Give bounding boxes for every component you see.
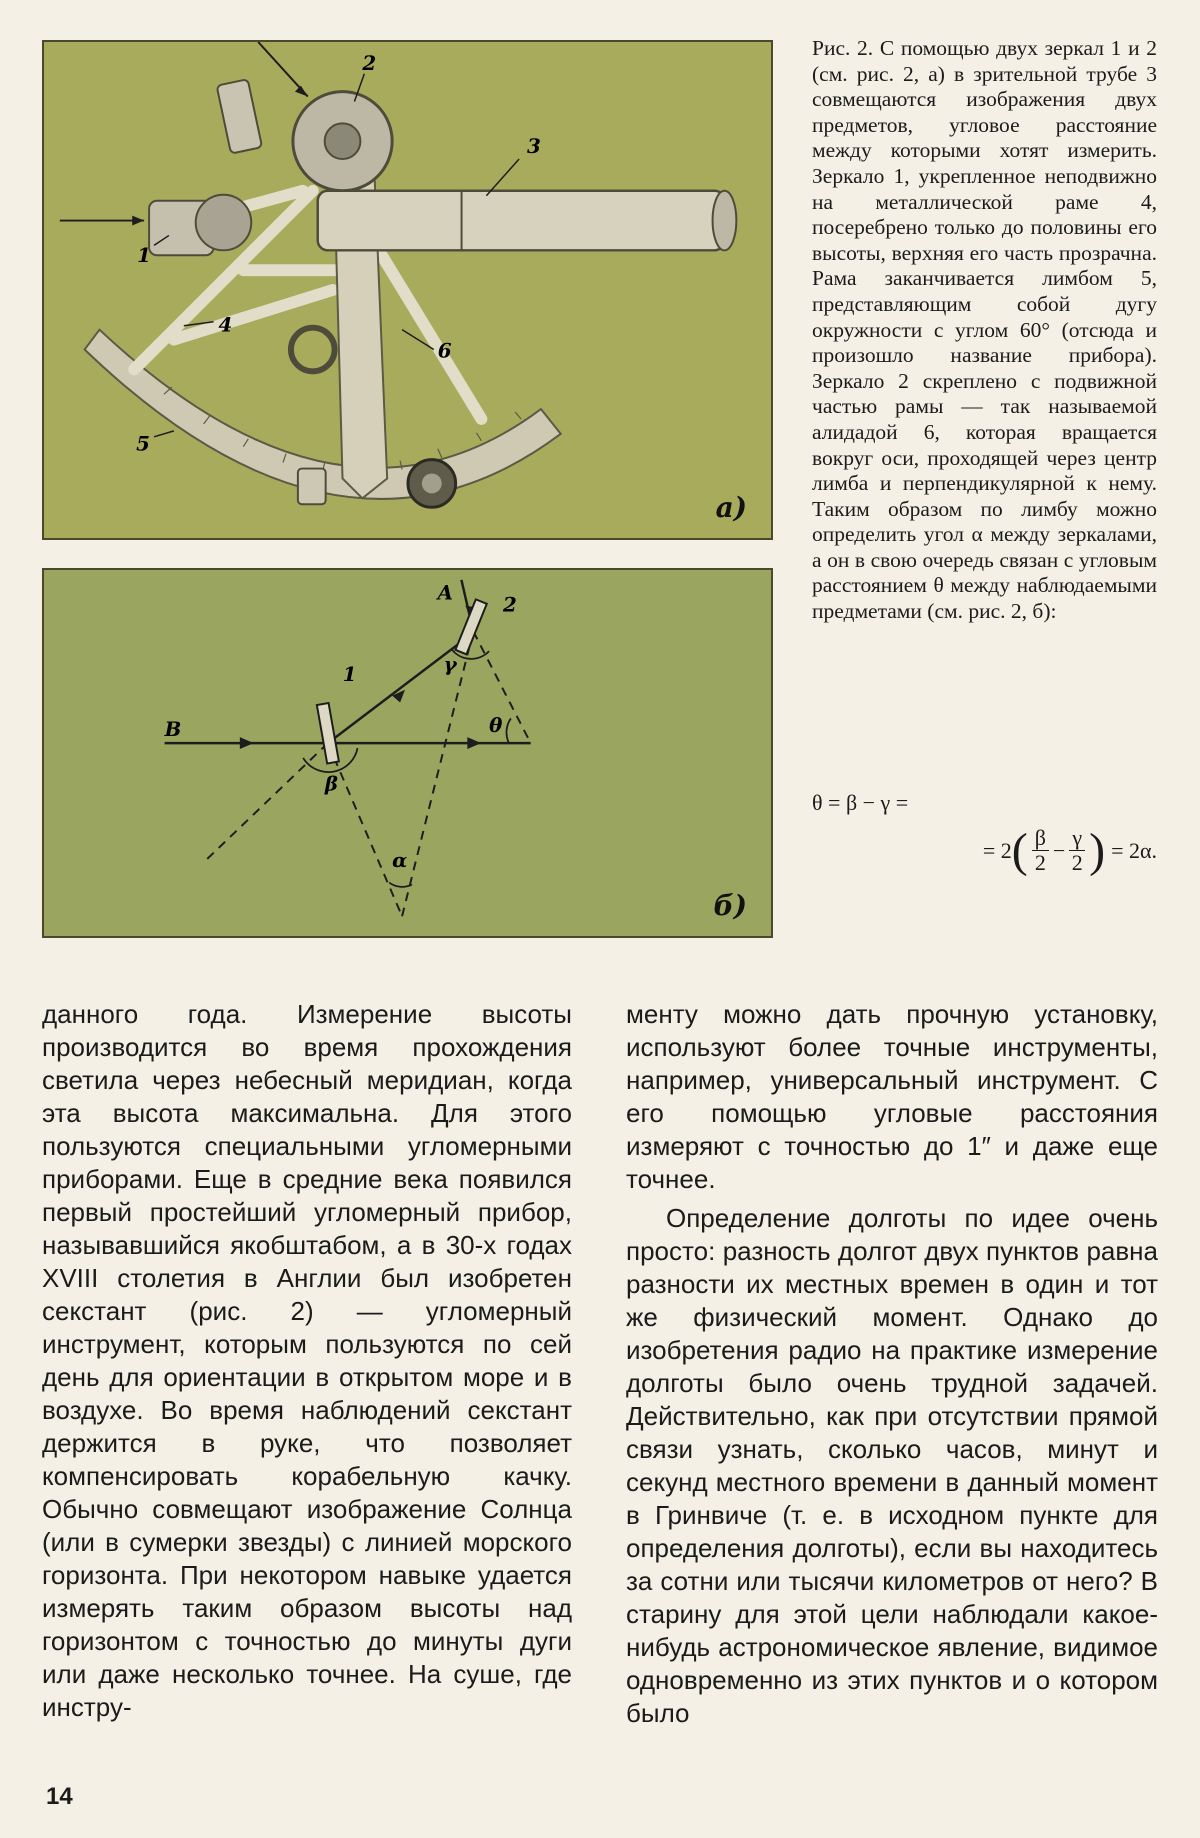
caption-text: Рис. 2. С помощью двух зеркал 1 и 2 (см. рис. 2, а) в зрительной трубе 3 совмещаются изображения двух предметов, угловое расстояние между которыми хотят измерить. Зеркало 1, укрепленное неподвижно на металлической раме 4, посеребрено только до половины его высоты, верхняя его часть прозрачна. Рама заканчивается лимбом 5, представляющим собой дугу окружности с углом 60° (отсюда и произошло название прибора). Зеркало 2 скреплено с подвижной частью рамы — так называемой алидадой 6, которая вращается вокруг оси, проходящей через центр лимба и перпендикулярной к нему. Таким образом по лимбу можно определить угол α между зеркалами, а он в свою очередь связан с угловым расстоянием θ между наблюдаемыми предметами (см. рис. 2, б): — [812, 36, 1157, 624]
figure-a-sextant — [42, 40, 773, 540]
figure-b-letter: б) — [713, 889, 747, 922]
shade-glasses — [217, 79, 262, 154]
label-2: 2 — [362, 50, 377, 75]
sextant-illustration — [44, 42, 771, 538]
body-right-column — [626, 998, 1158, 1730]
figure-b-ray-diagram — [42, 568, 773, 938]
handle-clamp — [298, 469, 326, 505]
formula-prefix: = 2 — [982, 837, 1012, 863]
formula-line-2 — [982, 823, 1157, 877]
angle-alpha: α — [392, 847, 408, 872]
page-number: 14 — [46, 1783, 73, 1810]
label-a: A — [437, 580, 454, 605]
figure-a-letter: a) — [715, 491, 747, 524]
angle-gamma: γ — [443, 651, 457, 676]
ray-diagram — [44, 570, 771, 936]
construction-lines — [204, 631, 530, 916]
fraction-beta-numerator: β — [1032, 826, 1049, 851]
fraction-gamma-denominator: 2 — [1071, 850, 1083, 875]
left-column-text: данного года. Измерение высоты производится во время прохождения светила через небесный меридиан, когда эта высота максимальна. Для этого пользуются специальными угломерными приборами. Еще в средние века появился первый простейший угломерный прибор, называвшийся якобштабом, а в 30-х годах XVIII столетия в Англии был изобретен секстант (рис. 2) — угломерный инструмент, которым пользуются по сей день для ориентации в открытом море и в воздухе. Во время наблюдений секстант держится в руке, что позволяет компенсировать корабельную качку. Обычно совмещают изображение Солнца (или в сумерки звезды) с линией морского горизонта. При некотором навыке удается измерять таким образом высоты над горизонтом с точностью до минуты дуги или даже несколько точнее. На суше, где инстру- — [42, 999, 572, 1722]
label-5: 5 — [136, 431, 150, 456]
formula-suffix: = 2α. — [1111, 837, 1157, 863]
label-3: 3 — [527, 134, 541, 159]
fraction-gamma-numerator: γ — [1069, 826, 1085, 851]
fraction-gamma — [1069, 826, 1085, 875]
label-6: 6 — [437, 338, 452, 363]
body-left-column — [42, 998, 572, 1724]
fraction-beta — [1032, 826, 1049, 875]
right-column-paragraph-1: менту можно дать прочную установку, используют более точные инструменты, например, универсальный инструмент. С его помощью угловые расстояния измеряют с точностью до 1″ и даже еще точнее. — [626, 999, 1158, 1194]
angle-beta: β — [324, 771, 339, 796]
angle-theta: θ — [489, 713, 503, 738]
fraction-beta-denominator: 2 — [1034, 850, 1046, 875]
label-2: 2 — [502, 592, 517, 617]
figure-caption — [812, 36, 1157, 625]
mirror-1 — [317, 703, 339, 764]
paren-open: ( — [1011, 823, 1028, 877]
formula-minus: − — [1052, 837, 1066, 863]
label-4: 4 — [218, 312, 233, 337]
telescope — [318, 191, 725, 251]
label-b: B — [164, 717, 182, 742]
label-1: 1 — [137, 243, 151, 268]
paren-close: ) — [1089, 823, 1106, 877]
label-1: 1 — [342, 661, 357, 686]
formula-line-1: θ = β − γ = — [812, 790, 909, 815]
right-column-paragraph-2: Определение долготы по идее очень просто: разность долгот двух пунктов равна разности их местных времен в один и тот же физический момент. Однако до изобретения радио на практике измерение долготы было очень трудной задачей. Действительно, как при отсутствии прямой связи узнать, сколько часов, минут и секунд местного времени в данный момент в Гринвиче (т. е. в исходном пункте для определения долготы), если вы находитесь за сотни или тысячи километров от него? В старину для этой цели наблюдали какое-нибудь астрономическое явление, видимое одновременно из этих пунктов и о котором было — [626, 1203, 1158, 1728]
